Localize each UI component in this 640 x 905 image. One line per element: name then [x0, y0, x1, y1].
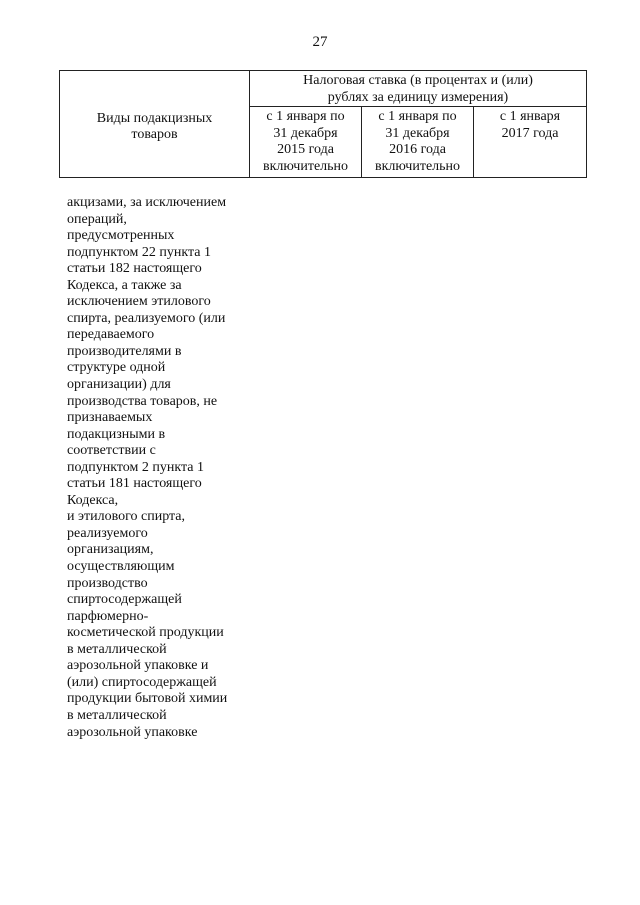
text-line: (или) спиртосодержащей [67, 674, 217, 690]
header-line: 2015 года [277, 142, 334, 157]
excisable-goods-description [67, 195, 277, 741]
text-line: предусмотренных [67, 228, 175, 244]
text-line: спирта, реализуемого (или [67, 310, 226, 326]
header-line: включительно [374, 158, 461, 174]
text-line: операций, [67, 211, 127, 227]
header-cell-period-2017 [474, 107, 587, 178]
text-line: организации) для [67, 377, 171, 393]
text-line: производства товаров, не [67, 393, 218, 409]
text-line: и этилового спирта, [67, 509, 186, 525]
text-line: Кодекса, а также за [67, 277, 182, 293]
text-line: признаваемых [67, 410, 153, 426]
text-line: спиртосодержащей [67, 592, 182, 608]
header-line: 2017 года [501, 125, 559, 141]
header-line: включительно [262, 158, 349, 174]
text-line: статьи 182 настоящего [67, 261, 202, 277]
text-line: в металлической [67, 641, 167, 657]
text-line: подпунктом 2 пункта 1 [67, 459, 204, 475]
tax-rate-header-table [59, 70, 587, 178]
header-line: с 1 января по [266, 109, 345, 124]
text-line: статьи 181 настоящего [67, 476, 202, 492]
text-line: Кодекса, [67, 492, 119, 508]
text-line: косметической продукции [67, 625, 224, 641]
text-line: аэрозольной упаковке и [67, 658, 209, 674]
page-number: 27 [312, 34, 328, 50]
header-line: с 1 января [499, 109, 561, 124]
text-line: производство [67, 575, 148, 591]
header-line: Налоговая ставка (в процентах и (или) [303, 73, 533, 88]
header-cell-period-2015 [250, 107, 362, 178]
header-line: 2016 года [389, 142, 446, 157]
header-line: товаров [131, 127, 178, 142]
text-line: организациям, [67, 542, 154, 558]
text-line: производителями в [67, 343, 182, 359]
text-line: аэрозольной упаковке [67, 724, 198, 740]
text-line: осуществляющим [67, 559, 175, 575]
header-cell-period-2016 [362, 107, 474, 178]
header-line: 31 декабря [273, 125, 338, 141]
text-line: акцизами, за исключением [67, 195, 227, 210]
text-line: передаваемого [67, 327, 155, 343]
text-line: парфюмерно- [67, 608, 149, 624]
text-line: в металлической [67, 707, 167, 723]
header-line: 31 декабря [385, 125, 450, 141]
header-line: с 1 января по [378, 109, 457, 124]
text-line: продукции бытовой химии [67, 691, 228, 707]
header-line: рублях за единицу измерения) [327, 89, 509, 105]
header-cell-tax-rate [250, 71, 587, 107]
text-line: соответствии с [67, 443, 156, 459]
text-line: структуре одной [67, 360, 166, 376]
text-line: подпунктом 22 пункта 1 [67, 244, 211, 260]
header-cell-excisable-goods [60, 71, 250, 178]
text-line: реализуемого [67, 525, 148, 541]
text-line: исключением этилового [67, 294, 211, 310]
header-line: Виды подакцизных [96, 110, 213, 126]
text-line: подакцизными в [67, 426, 166, 442]
